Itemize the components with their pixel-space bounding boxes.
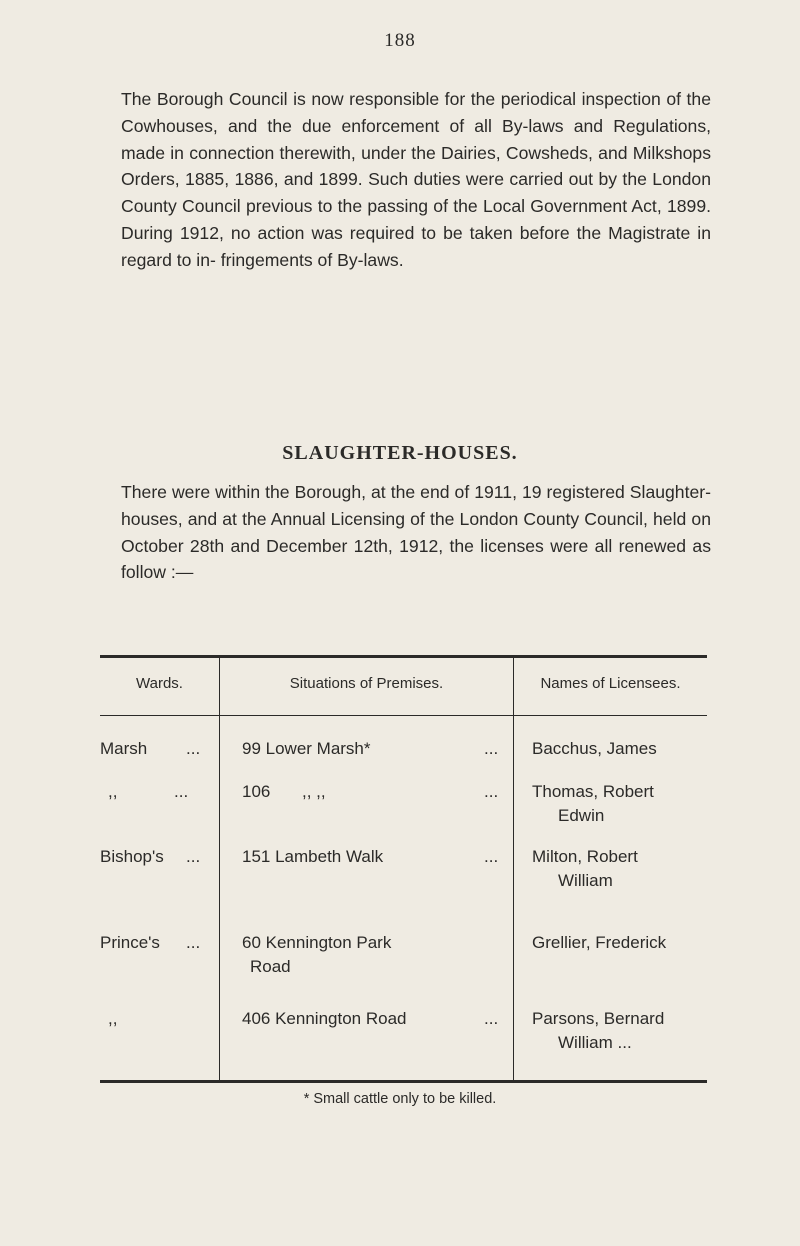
table-row-situation <box>242 931 510 979</box>
licensee-name-continued: William ... <box>558 1033 632 1052</box>
situation-ditto: ,, ,, <box>302 782 326 801</box>
column-divider <box>513 655 514 1080</box>
licensee-name: Milton, Robert <box>532 847 638 866</box>
header-situations: Situations of Premises. <box>289 675 444 692</box>
header-wards: Wards. <box>136 675 183 692</box>
situation-text: 106 <box>242 782 271 801</box>
paragraph-slaughter-houses: There were within the Borough, at the end of 1911, 19 registered Slaughter-houses, and at the Annual Licensing of the London County Council, held on October 28th and December 12th, 1912, the licenses were all renewed as follow :— <box>121 482 711 583</box>
leader-dots: ... <box>484 782 499 801</box>
table-row-licensee <box>516 845 704 893</box>
leader-dots: ... <box>484 739 499 758</box>
ward-name: Marsh <box>100 739 148 758</box>
ward-name: Bishop's <box>100 847 164 866</box>
licensee-name: Thomas, Robert <box>532 782 654 801</box>
table-row-licensee <box>516 1007 704 1055</box>
table-row-ward <box>100 931 212 955</box>
table-row-ward <box>100 845 212 869</box>
header-licensees: Names of Licensees. <box>540 675 681 692</box>
table-row-ward <box>100 780 212 804</box>
table-row-situation <box>242 737 510 761</box>
licensee-name: Grellier, Frederick <box>532 933 667 952</box>
situation-text: 99 Lower Marsh* <box>242 739 371 758</box>
ward-ditto: ,, <box>108 1009 118 1028</box>
table-row-ward <box>100 737 212 761</box>
leader-dots: ... <box>484 847 499 866</box>
column-divider <box>219 655 220 1080</box>
licensee-name-continued: Edwin <box>558 806 605 825</box>
table-footnote: * Small cattle only to be killed. <box>303 1091 497 1107</box>
situation-text: 406 Kennington Road <box>242 1009 407 1028</box>
leader-dots: ... <box>174 782 189 801</box>
licensee-name-continued: William <box>558 871 613 890</box>
table-row-licensee <box>516 931 704 955</box>
table-bottom-rule <box>100 1080 707 1083</box>
table-header-rule <box>100 715 707 716</box>
ward-ditto: ,, <box>108 782 118 801</box>
table-top-rule <box>100 655 707 658</box>
table-row-situation <box>242 1007 510 1031</box>
situation-text: 60 Kennington Park <box>242 933 392 952</box>
table-row-licensee <box>516 737 704 761</box>
situation-text-continued: Road <box>250 957 291 976</box>
leader-dots: ... <box>186 739 201 758</box>
table-row-licensee <box>516 780 704 828</box>
table-row-situation <box>242 845 510 869</box>
page-number: 188 <box>384 30 416 51</box>
leader-dots: ... <box>186 847 201 866</box>
licensee-name: Parsons, Bernard <box>532 1009 665 1028</box>
paragraph-cowhouses: The Borough Council is now responsible for the periodical inspection of the Cowhouses, and the due enforcement of all By-laws and Regulations, made in connection therewith, under the Dairies, Cowsheds, and Milkshops Orders, 1885, 1886, and 1899. Such duties were carried out by the London County Council previous to the passing of the Local Government Act, 1899. During 1912, no action was required to be taken before the Magistrate in regard to in- fringements of By-laws. <box>121 89 711 270</box>
situation-text: 151 Lambeth Walk <box>242 847 384 866</box>
licensees-table <box>100 655 707 1087</box>
leader-dots: ... <box>484 1009 499 1028</box>
table-row-ward <box>100 1007 212 1031</box>
section-heading: SLAUGHTER-HOUSES. <box>282 442 518 464</box>
ward-name: Prince's <box>100 933 160 952</box>
leader-dots: ... <box>186 933 201 952</box>
licensee-name: Bacchus, James <box>532 739 657 758</box>
